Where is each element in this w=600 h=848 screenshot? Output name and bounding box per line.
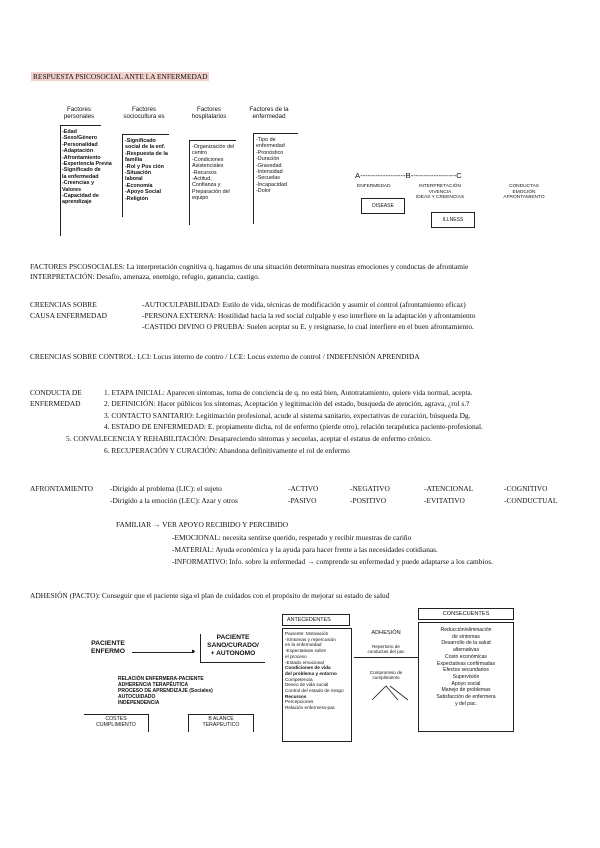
factor-item: -Tipo de enfermedad <box>256 137 285 150</box>
paciente-enfermo <box>84 640 132 656</box>
antecedente-item: Recursos <box>285 693 307 699</box>
factor-item: -Edad <box>62 129 77 135</box>
afrontamiento-tipo: -PASIVO <box>288 496 317 505</box>
factor-item: -Afrontamiento <box>62 154 101 161</box>
label-line: SANO/CURADO/ <box>207 642 259 649</box>
label-line: AFRONTAMIENTO <box>503 195 545 201</box>
afrontamiento-lic: -Dirigido al problema (LIC): el sujeto <box>110 484 222 493</box>
creencia-item: -AUTOCULPABILIDAD: Estilo de vida, técnicas de modificación y asumir el control (afrontamiento eficaz) <box>142 300 466 309</box>
factor-item: -Adaptación <box>62 148 94 155</box>
consecuente-item: Costo económicas <box>445 653 487 660</box>
label-line: TERAPEUTICO <box>202 722 240 728</box>
adhesion-header: ADHESIÓN <box>371 630 401 636</box>
label-line: VIVENCIA <box>428 189 452 195</box>
afrontamiento-tipo: -CONDUCTUAL <box>504 496 558 505</box>
creencias-causa-label: CREENCIAS SOBRE <box>30 300 97 309</box>
adhesion-list-item: INDEPENDENCIA <box>118 700 160 706</box>
afrontamiento-tipo: -ACTIVO <box>288 484 319 493</box>
label-line: PACIENTE <box>216 634 250 641</box>
consecuentes-box <box>418 622 514 732</box>
factor-item: -Gravedad <box>256 162 282 169</box>
afrontamiento-tipo: -ATENCIONAL <box>424 484 474 493</box>
factor-box-personal <box>60 125 112 236</box>
factor-item: -Dolor <box>256 188 271 195</box>
antecedente-item: Deseo de vida social <box>285 682 329 688</box>
antecedentes-box <box>282 628 352 742</box>
adhesion-title: ADHESIÓN (PACTO): Conseguir que el paciente siga el plan de cuidados con el propósito de mejorar su estado de salud <box>30 591 390 600</box>
label-line: Repertorio de <box>372 644 400 649</box>
conducta-label: ENFERMEDAD <box>30 399 81 408</box>
label-line: + AUTONOMO <box>210 650 256 657</box>
label-line: ENFERMO <box>91 648 125 655</box>
arrow-line <box>132 652 194 653</box>
factor-item: -Sexo/Género <box>62 135 98 142</box>
label-line: COSTES <box>105 716 127 722</box>
afrontamiento-tipo: -NEGATIVO <box>350 484 390 493</box>
label-line: PACIENTE <box>91 640 125 647</box>
factor-item: -Pronóstico <box>256 149 284 156</box>
factor-item: -Actitud, Confianza y Preparación del equipo <box>192 176 230 202</box>
antecedente-item: Percepciones <box>285 699 314 705</box>
adhesion-left-diagram <box>84 630 274 740</box>
arrow-head-icon: ▸ <box>192 648 196 655</box>
factors-diagram <box>58 100 289 250</box>
factor-box-sociocultural <box>122 134 169 217</box>
conducta-item: 3. CONTACTO SANITARIO: Legitimación profesional, acude al sistema sanitario, expectativas de curación, búsqueda Dg. <box>104 411 471 420</box>
label-line: Compromiso de <box>369 670 403 675</box>
label-conductas <box>499 184 549 201</box>
factor-item: -Organización del centro <box>192 144 235 157</box>
antecedente-item: Competencia <box>285 676 313 682</box>
adhesion-list-item: ADHERENCIA TERAPÉUTICA <box>118 682 189 688</box>
consecuente-item: de síntomas <box>452 633 480 640</box>
illness-box: ILLNESS <box>431 212 475 228</box>
balance-box <box>188 714 254 732</box>
consecuente-item: Supervisión <box>452 673 480 680</box>
abc-dash-1: ------------------ <box>360 171 406 180</box>
adhesion-list-item: PROCESO DE APRENDIZAJE (Sociales) <box>118 688 213 694</box>
page-title: RESPUESTA PSICOSOCIAL ANTE LA ENFERMEDAD <box>33 72 208 81</box>
label-line: conductas del pac <box>367 649 405 655</box>
consecuente-item: Reducción/eliminación <box>440 627 492 633</box>
creencia-item: -PERSONA EXTERNA: Hostilidad hacia la red social culpable y eso interfiere en la adaptación y afrontamiento <box>142 311 476 320</box>
antecedente-item: -Estado emocional <box>285 659 324 665</box>
label-line: cumplimiento <box>372 675 400 681</box>
factor-item: -Apoyo Social <box>125 189 161 196</box>
factor-item: -Personalidad <box>62 141 98 148</box>
afrontamiento-lec: -Dirigido a la emoción (LEC): Azar y otros <box>110 496 238 505</box>
factor-item: -Rol y Pos ción <box>125 163 164 170</box>
creencias-causa-label: CAUSA ENFERMEDAD <box>30 311 107 320</box>
disease-box: DISEASE <box>361 198 405 214</box>
costes-box <box>84 714 149 732</box>
abc-b: B <box>405 171 411 180</box>
abc-a: A <box>355 171 361 180</box>
antecedente-item: Condiciones de vida <box>285 665 331 671</box>
compromiso-arrows-icon <box>368 680 412 704</box>
conducta-label: CONDUCTA DE <box>30 388 82 397</box>
afrontamiento-tipo: -COGNITIVO <box>504 484 548 493</box>
consecuente-item: Manejo de problemas <box>441 687 491 694</box>
factor-item: -Recursos <box>192 169 217 176</box>
consecuente-item: alternativas <box>452 647 480 654</box>
disease-illness-diagram <box>355 172 555 232</box>
familiar-item: -INFORMATIVO: Info. sobre la enfermedad → comprende su enfermedad y puede adaptarse a los cambios. <box>172 557 493 566</box>
factor-item: -Capacidad de aprendizaje <box>62 193 99 206</box>
factor-list-personal <box>61 126 112 206</box>
conducta-item: 6. RECUPERACIÓN Y CURACIÓN: Abandona definitivamente el rol de enfermo <box>104 446 350 455</box>
factor-item: -Intensidad <box>256 169 283 176</box>
label-line: INTERPRETACIÓN <box>418 184 462 189</box>
factor-item: -Condiciones Asistenciales <box>192 156 224 170</box>
factor-item: -Economía <box>125 182 153 189</box>
consecuente-item: Satisfacción de enfermera <box>436 694 496 701</box>
label-enfermedad: ENFERMEDAD <box>357 184 391 189</box>
factor-list-disease <box>254 134 298 195</box>
familiar-item: -MATERIAL: Ayuda económica y la ayuda para hacer frente a las necesidades cotidianas. <box>172 545 438 554</box>
consecuente-item: Expectativas confirmadas <box>436 660 496 667</box>
consecuente-item: y del pac. <box>455 700 477 707</box>
factor-list-sociocultural <box>123 135 169 202</box>
factor-item: -Significado de la enfermedad <box>62 167 101 180</box>
factor-header-disease: Factores de la enfermedad <box>249 106 289 121</box>
afrontamiento-tipo: -POSITIVO <box>350 496 387 505</box>
factor-item: -Respuesta de la familia <box>125 150 168 164</box>
factor-header-sociocultural: Factores sociocultura es <box>123 106 165 121</box>
antecedente-item: -Síntomas y repercusión <box>285 636 336 642</box>
adhesion-right-diagram <box>282 608 524 740</box>
factor-item: -Incapacidad <box>256 181 287 188</box>
conducta-item: 2. DEFINICIÓN: Hacer públicos los síntomas, Aceptación y legitimación del estado, busqueda de atención, agrava, ¿rol s.? <box>104 399 470 408</box>
factor-header-personal: Factores personales <box>63 106 95 121</box>
consecuente-item: Efectos secundarios <box>443 667 489 674</box>
label-line: B ALANCE <box>208 716 234 722</box>
adhesion-list <box>118 676 213 706</box>
factor-box-hospital <box>189 140 236 225</box>
antecedente-item: el proceso <box>285 653 307 659</box>
conducta-item: 4. ESTADO DE ENFERMEDAD: E. propiamente dicha, rol de enfermo (pierde otro), relación terapéutica paciente-profesional. <box>104 422 483 431</box>
label-line: CONDUCTAS <box>508 184 540 189</box>
antecedentes-header: ANTECEDENTES <box>282 614 350 626</box>
conducta-item: 5. CONVALECENCIA Y REHABILITACIÓN: Desapareciendo síntomas y secuelas, aceptar el estatus de enfermo crónico. <box>66 434 432 443</box>
consecuente-item: Apoyo social <box>451 680 481 687</box>
consecuente-item: Desarrollo de la salud <box>441 640 491 647</box>
conducta-item: 1. ETAPA INICIAL: Aparecen síntomas, toma de conciencia de q. no está bien, Autotratamiento, quiere vida normal, acepta. <box>104 388 473 397</box>
factor-list-hospital <box>190 141 236 202</box>
creencia-item: -CASTIDO DIVINO O PRUEBA: Suelen aceptar su E. y resignarse, lo cual interfiere en el buen afrontamiento. <box>142 322 474 331</box>
factor-item: -Creencias y Valores <box>62 180 95 193</box>
antecedente-item: Relación enfermera-pac <box>285 705 336 711</box>
familiar-line: FAMILIAR → VER APOYO RECIBIDO Y PERCIBIDO <box>116 520 289 529</box>
antecedente-item: en la enfermedad <box>285 642 322 648</box>
adhesion-list-item: AUTOCUIDADO <box>118 694 156 700</box>
factor-box-disease <box>253 133 298 224</box>
antecedente-item: -Expectativas sobre <box>285 648 327 654</box>
abc-dash-2: ------------------ <box>410 171 457 180</box>
factor-item: -Duración <box>256 156 280 163</box>
adhesion-list-item: RELACIÓN ENFERMERA-PACIENTE <box>118 676 204 682</box>
label-line: EMOCIÓN <box>512 189 536 195</box>
antecedente-item: Control del estado de riesgo <box>285 688 344 694</box>
interpretacion-line: INTERPRETACIÓN: Desafío, amenaza, enemigo, refugio, ganancia, castigo. <box>30 272 260 281</box>
factor-item: -Significado social de la enf. <box>125 138 166 151</box>
familiar-item: -EMOCIONAL: necesita sentirse querido, respetado y recibir muestras de cariño <box>172 533 412 542</box>
label-line: CUMPLIMIENTO <box>96 722 136 728</box>
factor-item: -Experiencia Previa <box>62 161 112 168</box>
label-interpretacion <box>413 184 467 201</box>
creencias-control-line: CREENCIAS SOBRE CONTROL: LCI: Locus interno de contro / LCE: Locus externo de control / INDEFENSIÓN APRENDIDA <box>30 352 420 361</box>
factor-item: -Situación laboral <box>125 170 152 183</box>
abc-line <box>355 172 462 179</box>
antecedente-item: Paciente: Motivación <box>285 631 329 636</box>
consecuentes-header: CONSECUENTES <box>418 608 514 620</box>
paciente-sano-box <box>200 634 265 663</box>
repertorio-label <box>354 644 418 658</box>
antecedente-item: del problema y entorno <box>285 670 337 676</box>
factor-header-hospital: Factores hospitalarios <box>191 106 227 121</box>
factor-item: -Religión <box>125 195 149 202</box>
factores-psicosociales-line: FACTORES PSCOSOCIALES: La interpretación cognitiva q. hagamos de una situación determinara nuestras emociones y conductas de afrontamie <box>30 262 469 271</box>
afrontamiento-tipo: -EVITATIVO <box>424 496 465 505</box>
label-line: IDEAS Y CREENCIAS <box>415 195 465 201</box>
factor-item: -Secuelas <box>256 175 280 182</box>
abc-c: C <box>456 171 462 180</box>
afrontamiento-label: AFRONTAMIENTO <box>30 484 93 493</box>
